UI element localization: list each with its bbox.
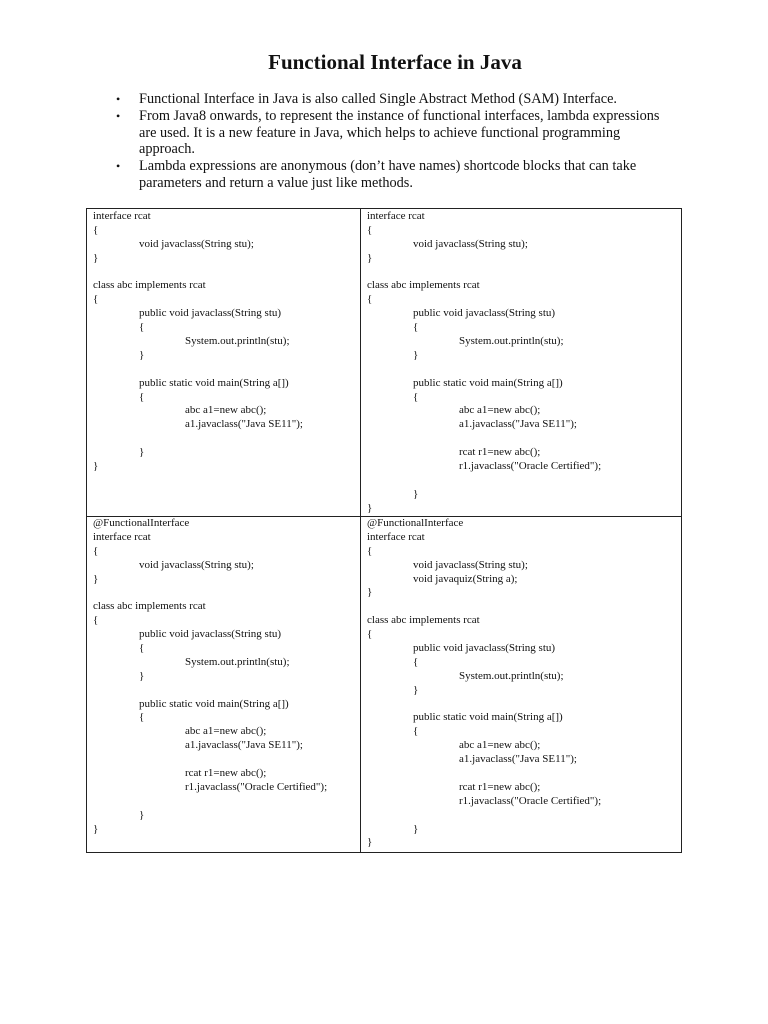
code-line: public static void main(String a[]) [413, 376, 563, 389]
code-line: interface rcat [367, 530, 425, 543]
code-line: void javaclass(String stu); [413, 237, 528, 250]
code-line [367, 698, 601, 712]
code-line [93, 432, 303, 446]
code-line [93, 266, 303, 280]
bullet-icon: • [116, 108, 121, 123]
code-line [367, 266, 601, 280]
bullet-text: From Java8 onwards, to represent the instance of functional interfaces, lambda expressions are used. It is a new feature in Java, which helps to achieve functional programming approach. [139, 107, 660, 158]
code-line: void javaclass(String stu); [139, 558, 254, 571]
code-line: a1.javaclass("Java SE11"); [185, 739, 303, 752]
code-line: abc a1=new abc(); [459, 739, 541, 752]
code-line [93, 795, 327, 809]
code-line: void javaclass(String stu); [139, 237, 254, 250]
bullet-item [112, 91, 672, 108]
code-line: { [93, 293, 99, 306]
code-line: interface rcat [93, 210, 151, 222]
code-line: { [139, 321, 145, 334]
code-line [367, 767, 601, 781]
code-line: { [367, 544, 373, 557]
code-line: public void javaclass(String stu) [413, 307, 556, 320]
code-line: { [93, 223, 99, 236]
bullet-item [112, 158, 672, 192]
code-cell [93, 210, 303, 474]
code-line: class abc implements rcat [93, 279, 206, 292]
code-line: public static void main(String a[]) [413, 711, 563, 724]
code-line: public void javaclass(String stu) [139, 628, 282, 641]
code-line: } [413, 348, 419, 361]
code-line: class abc implements rcat [367, 614, 480, 627]
code-line: } [139, 446, 145, 459]
code-line: } [93, 572, 99, 585]
code-line: abc a1=new abc(); [185, 725, 267, 738]
code-line: } [367, 586, 373, 599]
code-line: rcat r1=new abc(); [185, 767, 267, 780]
code-line: public static void main(String a[]) [139, 697, 289, 710]
code-line: r1.javaclass("Oracle Certified"); [185, 780, 328, 793]
bullet-item [112, 108, 672, 158]
code-line: a1.javaclass("Java SE11"); [459, 418, 577, 431]
code-line: } [413, 822, 419, 835]
code-line: r1.javaclass("Oracle Certified"); [459, 460, 602, 473]
code-line: { [367, 223, 373, 236]
code-line: { [139, 642, 145, 655]
page-title: Functional Interface in Java [268, 50, 522, 74]
bullet-icon: • [116, 159, 121, 174]
code-line [367, 600, 601, 614]
code-line [93, 753, 327, 767]
code-cell [367, 210, 601, 516]
code-table [86, 208, 682, 853]
bullet-list [112, 91, 672, 192]
bullet-icon: • [116, 92, 121, 106]
code-line: } [367, 251, 373, 264]
code-line: void javaclass(String stu); [413, 558, 528, 571]
code-cell [367, 517, 601, 850]
code-line: a1.javaclass("Java SE11"); [459, 753, 577, 766]
code-line: { [413, 655, 419, 668]
code-line: } [139, 348, 145, 361]
code-cell [93, 517, 327, 836]
code-line: void javaquiz(String a); [413, 572, 518, 585]
code-line: { [93, 614, 99, 627]
code-line: interface rcat [93, 530, 151, 543]
code-line [367, 474, 601, 488]
code-line: public static void main(String a[]) [139, 376, 289, 389]
code-line [367, 363, 601, 377]
code-line: { [367, 628, 373, 641]
bullet-text: Functional Interface in Java is also called Single Abstract Method (SAM) Interface. [139, 91, 618, 107]
code-line [93, 586, 327, 600]
code-line: { [139, 711, 145, 724]
code-line: rcat r1=new abc(); [459, 780, 541, 793]
code-line: { [139, 390, 145, 403]
code-line: System.out.println(stu); [185, 655, 290, 668]
code-line: public void javaclass(String stu) [413, 642, 556, 655]
code-line: class abc implements rcat [367, 279, 480, 292]
code-line: System.out.println(stu); [459, 335, 564, 348]
code-line: rcat r1=new abc(); [459, 446, 541, 459]
code-line: abc a1=new abc(); [459, 404, 541, 417]
code-line: } [93, 251, 99, 264]
code-line: } [93, 460, 99, 473]
code-line: { [413, 390, 419, 403]
code-line: } [139, 808, 145, 821]
code-line: } [413, 683, 419, 696]
code-line: } [413, 487, 419, 500]
code-line: { [93, 544, 99, 557]
code-line: { [413, 725, 419, 738]
code-line: } [367, 836, 373, 849]
code-line: abc a1=new abc(); [185, 404, 267, 417]
code-line [93, 684, 327, 698]
code-line: interface rcat [367, 210, 425, 222]
code-line: @FunctionalInterface [367, 517, 464, 529]
code-line: { [367, 293, 373, 306]
code-line: System.out.println(stu); [185, 335, 290, 348]
code-line [367, 809, 601, 823]
code-line: a1.javaclass("Java SE11"); [185, 418, 303, 431]
code-line: System.out.println(stu); [459, 669, 564, 682]
code-line: { [413, 321, 419, 334]
code-line: r1.javaclass("Oracle Certified"); [459, 794, 602, 807]
code-line [367, 432, 601, 446]
code-line: } [367, 501, 373, 514]
code-line: class abc implements rcat [93, 600, 206, 613]
code-line [93, 363, 303, 377]
code-line: @FunctionalInterface [93, 517, 190, 529]
code-line: } [139, 669, 145, 682]
code-line: } [93, 822, 99, 835]
code-line: public void javaclass(String stu) [139, 307, 282, 320]
bullet-text: Lambda expressions are anonymous (don’t have names) shortcode blocks that can take parameters and return a value just like methods. [139, 158, 637, 191]
column-divider [360, 209, 361, 852]
